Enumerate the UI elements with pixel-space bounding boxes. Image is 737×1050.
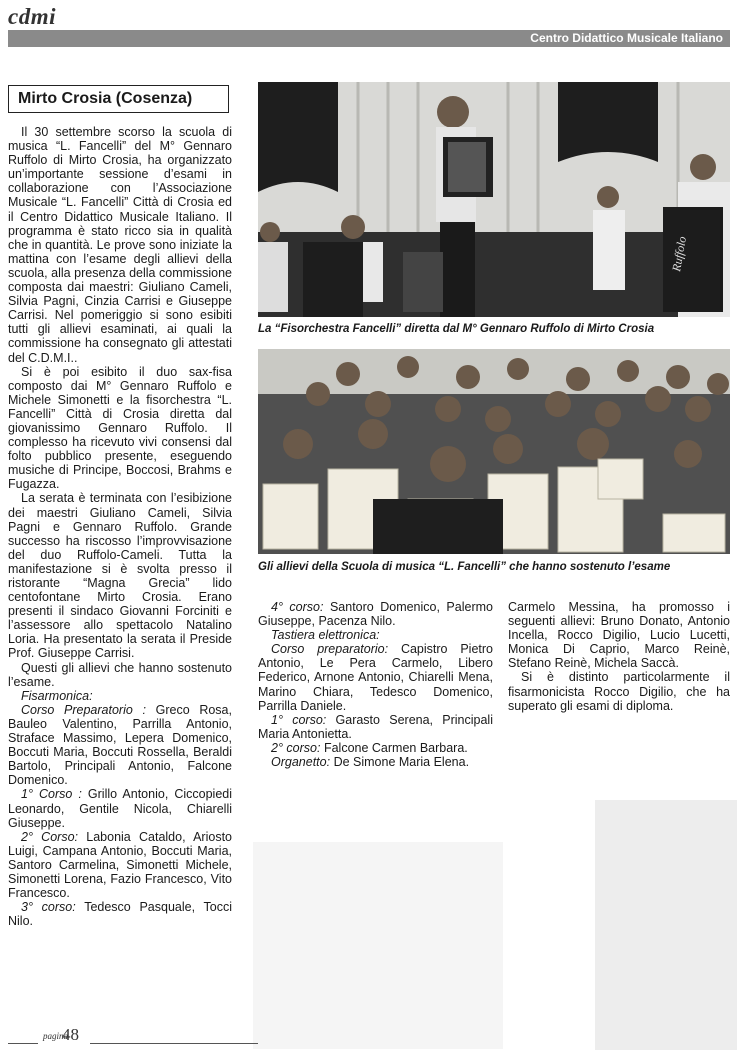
paragraph: La serata è terminata con l’esibizione dei maestri Giuliano Cameli, Silvia Pagni e Gennaro Ruffolo. Grande successo ha riscosso l’improvvisazione del duo Ruffolo-Cameli. Tutta la manifestazione si è svolta presso il ristorante “Magna Grecia” lido centofontane Mirto Crosia. Erano presenti il sindaco Giovanni Forciniti e l’assessore allo spettacolo Natalino Loria. Ha presentato la serata il Preside Prof. Giuseppe Carrisi. — [8, 491, 232, 661]
paragraph: Il 30 settembre scorso la scuola di musica “L. Fancelli” del M° Gennaro Ruffolo di Mirto Crosia, ha organizzato un’importante sessione d’esami in collaborazione con l’Associazione Musicale “L. Fancelli” Città di Crosia ed il Centro Didattico Musicale Italiano. Il programma è stato ricco sia in qualità che in quantità. Le prove sono iniziate la mattina con l’esame degli allievi della scuola, alla presenza della commissione composta dai maestri: Giuliano Cameli, Silvia Pagni, Cinzia Carrisi e Giuseppe Carrisi. Nel pomeriggio si sono esibiti tutti gli allievi esaminati, ai quali la commissione ha consegnato gli attestati del C.D.M.I.. — [8, 125, 232, 365]
course-entry: Corso preparatorio: Capistro Pietro Antonio, Le Pera Carmelo, Libero Federico, Arnone Antonio, Chiarelli Mena, Marino Chiara, Tedesco Domenico, Parrilla Daniele. — [258, 642, 493, 713]
paragraph: Carmelo Messina, ha promosso i seguenti allievi: Bruno Donato, Antonio Incella, Rocco Digilio, Lucio Lucetti, Monica Di Caprio, Marco Reinè, Stefano Reinè, Michela Saccà. — [508, 600, 730, 671]
course-entry: 1° Corso : Grillo Antonio, Ciccopiedi Leonardo, Gentile Nicola, Chiarelli Giuseppe. — [8, 787, 232, 830]
photo1-caption: La “Fisorchestra Fancelli” diretta dal M° Gennaro Ruffolo di Mirto Crosia — [258, 323, 655, 335]
course-entry: 4° corso: Santoro Domenico, Palermo Giuseppe, Pacenza Nilo. — [258, 600, 493, 629]
course-entry: Corso Preparatorio : Greco Rosa, Bauleo Valentino, Parrilla Antonio, Straface Massimo, Lepera Domenico, Boccuti Maria, Boccuti Rossella, Beraldi Bartolo, Principali Antonio, Falcone Domenico. — [8, 702, 232, 788]
course-entry: Organetto: De Simone Maria Elena. — [271, 755, 470, 770]
footer-rule — [90, 1043, 258, 1044]
paragraph: Questi gli allievi che hanno sostenuto l’esame. — [8, 660, 232, 689]
photo-fisorchestra — [258, 82, 730, 317]
paragraph: Si è poi esibito il duo sax-fisa composto dai M° Gennaro Ruffolo e Michele Simonetti e la fisorchestra “L. Fancelli” Città di Crosia diretta dal giovanissimo Gennaro Ruffolo. Il complesso ha ricevuto vivi consensi dal folto pubblico presente, eseguendo musiche di Principe, Boccosi, Brahms e Fugazza. — [8, 364, 232, 492]
course-entry: 3° corso: Tedesco Pasquale, Tocci Nilo. — [8, 900, 233, 929]
section-heading-fisarmonica: Fisarmonica: — [21, 688, 93, 703]
photo-students — [258, 349, 730, 554]
footer-rule — [8, 1043, 38, 1044]
article-title: Mirto Crosia (Cosenza) — [8, 85, 229, 113]
course-entry: 1° corso: Garasto Serena, Principali Maria Antonietta. — [258, 712, 493, 741]
article-column-2 — [258, 600, 493, 769]
banner-text: Centro Didattico Musicale Italiano — [530, 31, 723, 45]
page-label: pagina — [43, 1031, 69, 1041]
cdmi-logo: cdmi — [8, 4, 56, 29]
paragraph: Si è distinto particolarmente il fisarmonicista Rocco Digilio, che ha superato gli esami di diploma. — [508, 670, 730, 713]
course-entry: 2° corso: Falcone Carmen Barbara. — [271, 740, 468, 755]
scan-bleed-area — [253, 842, 503, 1049]
article-column-3 — [508, 600, 730, 713]
scan-bleed-area — [595, 800, 737, 1050]
page-number: 48 — [62, 1025, 79, 1044]
article-column-1 — [8, 125, 232, 928]
accordion-brand-text: Ruffolo — [669, 235, 690, 273]
header-banner — [8, 30, 730, 47]
section-heading-tastiera: Tastiera elettronica: — [271, 628, 380, 643]
course-entry: 2° Corso: Labonia Cataldo, Ariosto Luigi, Campana Antonio, Boccuti Maria, Santoro Carmelina, Simonetti Michele, Simonetti Lorena, Fazio Francesco, Vito Francesco. — [8, 829, 232, 901]
photo2-caption: Gli allievi della Scuola di musica “L. Fancelli” che hanno sostenuto l’esame — [258, 561, 671, 573]
